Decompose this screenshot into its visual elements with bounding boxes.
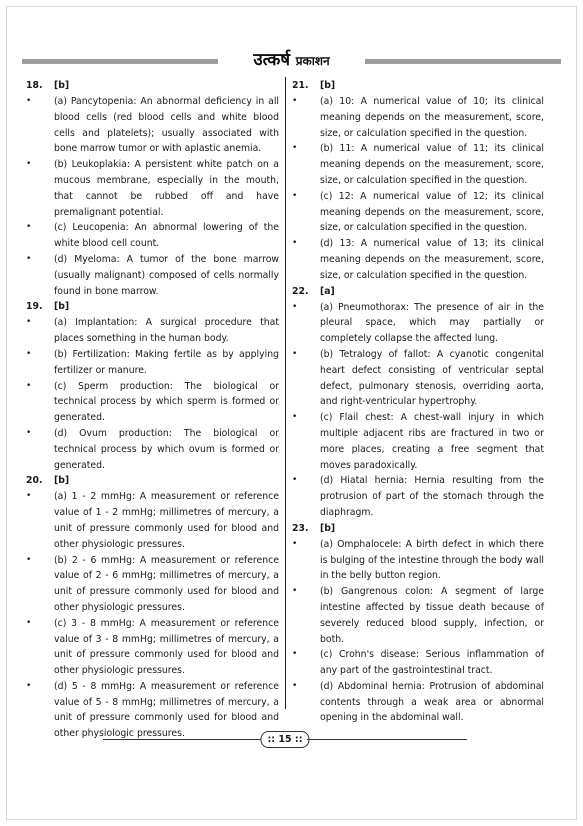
- page-number: :: 15 ::: [260, 731, 309, 748]
- explanation-item: [26, 347, 279, 379]
- bullet-icon: •: [292, 538, 298, 549]
- explanation-item: [26, 220, 279, 252]
- bullet-icon: •: [292, 143, 298, 154]
- bullet-icon: •: [292, 412, 298, 423]
- answer-key: [b]: [54, 475, 70, 487]
- explanation-item: [292, 410, 544, 473]
- bullet-icon: •: [26, 159, 32, 170]
- explanation-item: [292, 584, 544, 647]
- bullet-icon: •: [292, 475, 298, 486]
- explanation-item: [292, 679, 544, 726]
- bullet-icon: •: [26, 680, 32, 691]
- question-number: 22.: [292, 285, 309, 297]
- explanation-text: (d) Ovum production: The biological or technical process by which ovum is formed or generated.: [54, 427, 279, 471]
- footer-rule-right: [307, 739, 467, 740]
- explanation-item: [292, 537, 544, 584]
- bullet-icon: •: [26, 617, 32, 628]
- explanation-item: [26, 252, 279, 299]
- answer-key: [b]: [54, 80, 70, 91]
- explanation-item: [26, 315, 279, 347]
- question-heading: [292, 521, 544, 537]
- explanation-item: [292, 347, 544, 410]
- explanation-item: [26, 94, 279, 157]
- bullet-icon: •: [292, 680, 298, 691]
- header-rule-left: [22, 59, 218, 64]
- explanation-item: [292, 141, 544, 188]
- explanation-text: (b) 2 - 6 mmHg: A measurement or reference value of 2 - 6 mmHg; millimetres of mercury, a unit of pressure commonly used for blood and other physiologic pressures.: [54, 554, 279, 613]
- explanation-text: (d) 13: A numerical value of 13; its clinical meaning depends on the measurement, score, size, or calculation specified in the question.: [320, 238, 544, 281]
- explanation-item: [26, 553, 279, 616]
- answer-key: [b]: [320, 80, 336, 91]
- right-column: [292, 78, 544, 726]
- explanation-text: (d) 5 - 8 mmHg: A measurement or reference value of 5 - 8 mmHg; millimetres of mercury, a unit of pressure commonly used for blood and other physiologic pressures.: [54, 680, 279, 740]
- explanation-text: (b) Fertilization: Making fertile as by applying fertilizer or manure.: [54, 348, 279, 376]
- column-divider: [285, 77, 286, 709]
- explanation-text: (b) Gangrenous colon: A segment of large intestine affected by tissue death because of severely reduced blood supply, infection, or both.: [320, 586, 544, 645]
- explanation-text: (c) Crohn's disease: Serious inflammation of any part of the gastrointestinal tract.: [320, 649, 544, 677]
- bullet-icon: •: [292, 649, 298, 660]
- left-column: [26, 78, 279, 742]
- question-number: 20.: [26, 475, 43, 487]
- bullet-icon: •: [292, 348, 298, 359]
- explanation-text: (a) Implantation: A surgical procedure that places something in the human body.: [54, 317, 279, 345]
- explanation-text: (a) 1 - 2 mmHg: A measurement or reference value of 1 - 2 mmHg; millimetres of mercury, a unit of pressure commonly used for blood and other physiologic pressures.: [54, 491, 279, 550]
- explanation-text: (c) Flail chest: A chest-wall injury in which multiple adjacent ribs are fractured in two or more places, creating a free segment that moves paradoxically.: [320, 412, 544, 471]
- question-heading: [292, 78, 544, 94]
- explanation-item: [292, 647, 544, 679]
- bullet-icon: •: [26, 380, 32, 391]
- explanation-text: (b) Tetralogy of fallot: A cyanotic congenital heart defect consisting of ventricular septal defect, pulmonary stenosis, overriding aorta, and right-ventricular hypertrophy.: [320, 348, 544, 408]
- page-footer: [103, 731, 467, 749]
- question-number: 18.: [26, 80, 43, 91]
- explanation-item: [26, 426, 279, 473]
- explanation-item: [292, 473, 544, 520]
- explanation-text: (a) Pancytopenia: An abnormal deficiency in all blood cells (red blood cells and white blood cells and platelets); usually associated with bone marrow tumor or with aplastic anemia.: [54, 96, 279, 155]
- explanation-text: (b) Leukoplakia: A persistent white patch on a mucous membrane, especially in the mouth, that cannot be rubbed off and have premalignant potential.: [54, 159, 279, 218]
- answer-key: [a]: [320, 285, 335, 297]
- explanation-text: (c) 12: A numerical value of 12; its clinical meaning depends on the measurement, score, size, or calculation specified in the question.: [320, 190, 544, 234]
- explanation-text: (d) Hiatal hernia: Hernia resulting from the protrusion of part of the stomach through the diaphragm.: [320, 475, 544, 518]
- bullet-icon: •: [26, 253, 32, 264]
- bullet-icon: •: [292, 190, 298, 201]
- explanation-item: [292, 94, 544, 141]
- explanation-item: [292, 300, 544, 347]
- page-header: [22, 47, 561, 75]
- question-heading: [292, 284, 544, 300]
- explanation-item: [26, 616, 279, 679]
- explanation-item: [26, 379, 279, 426]
- bullet-icon: •: [26, 427, 32, 438]
- explanation-item: [292, 189, 544, 236]
- brand-main: उत्कर्ष: [253, 50, 291, 70]
- bullet-icon: •: [26, 491, 32, 502]
- explanation-item: [26, 489, 279, 552]
- explanation-text: (c) Leucopenia: An abnormal lowering of the white blood cell count.: [54, 222, 279, 250]
- explanation-text: (a) Omphalocele: A birth defect in which there is bulging of the intestine through the body wall in the belly button region.: [320, 538, 544, 582]
- answer-key: [b]: [54, 301, 70, 313]
- question-number: 19.: [26, 301, 43, 313]
- bullet-icon: •: [26, 348, 32, 359]
- question-number: 21.: [292, 80, 309, 91]
- explanation-text: (a) 10: A numerical value of 10; its clinical meaning depends on the measurement, score, size, or calculation specified in the question.: [320, 96, 544, 139]
- explanation-text: (c) Sperm production: The biological or technical process by which sperm is formed or generated.: [54, 380, 279, 424]
- bullet-icon: •: [26, 317, 32, 328]
- explanation-text: (c) 3 - 8 mmHg: A measurement or reference value of 3 - 8 mmHg; millimetres of mercury, a unit of pressure commonly used for blood and other physiologic pressures.: [54, 617, 279, 677]
- question-number: 23.: [292, 522, 309, 534]
- bullet-icon: •: [292, 96, 298, 106]
- answer-key: [b]: [320, 522, 336, 534]
- question-heading: [26, 78, 279, 94]
- bullet-icon: •: [292, 301, 298, 312]
- bullet-icon: •: [26, 222, 32, 233]
- brand-sub: प्रकाशन: [295, 54, 330, 68]
- bullet-icon: •: [26, 96, 32, 106]
- explanation-item: [26, 157, 279, 220]
- footer-rule-left: [103, 739, 263, 740]
- explanation-text: (b) 11: A numerical value of 11; its clinical meaning depends on the measurement, score, size, or calculation specified in the question.: [320, 143, 544, 186]
- explanation-text: (d) Myeloma: A tumor of the bone marrow (usually malignant) composed of cells normally found in bone marrow.: [54, 253, 279, 297]
- header-rule-right: [365, 59, 561, 64]
- explanation-text: (d) Abdominal hernia: Protrusion of abdominal contents through a weak area or abnormal opening in the abdominal wall.: [320, 680, 544, 724]
- bullet-icon: •: [292, 238, 298, 249]
- explanation-text: (a) Pneumothorax: The presence of air in the pleural space, which may partially or completely collapse the affected lung.: [320, 301, 544, 345]
- bullet-icon: •: [292, 586, 298, 597]
- question-heading: [26, 299, 279, 315]
- explanation-item: [292, 236, 544, 283]
- publisher-logo: [253, 47, 329, 70]
- question-heading: [26, 473, 279, 489]
- bullet-icon: •: [26, 554, 32, 565]
